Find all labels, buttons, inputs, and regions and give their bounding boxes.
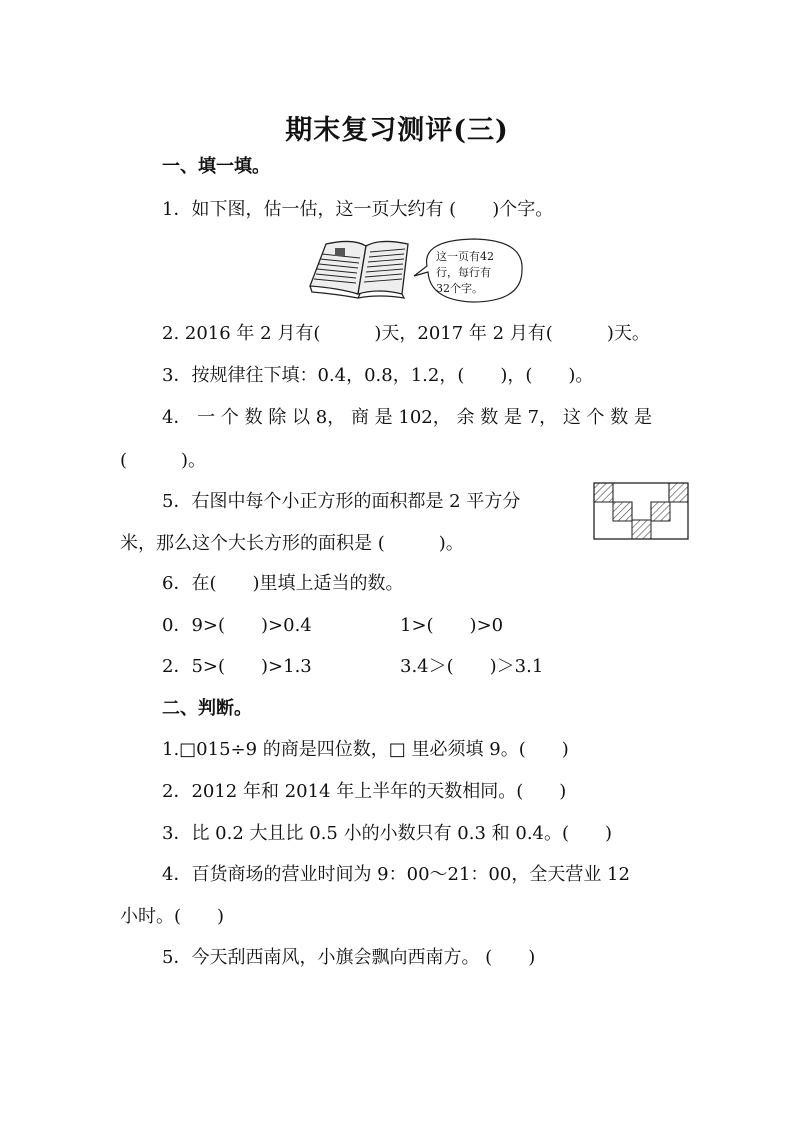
question-1: 1．如下图，估一估，这一页大约有 ( )个字。 <box>162 199 554 220</box>
section2-heading: 二、判断。 <box>162 698 252 719</box>
grid-figure <box>593 482 689 540</box>
section1-heading: 一、填一填。 <box>162 156 270 177</box>
shaded-square <box>613 502 632 521</box>
bubble-line-1: 这一页有42 <box>436 250 494 263</box>
question-4-line-2: ( )。 <box>120 450 207 471</box>
question-5-line-1: 5．右图中每个小正方形的面积都是 2 平方分 <box>162 491 521 512</box>
shaded-square <box>632 520 651 539</box>
question-6-b1: 2．5>( )>1.3 <box>162 656 312 677</box>
page-title: 期末复习测评(三) <box>285 115 509 146</box>
question-6-a1: 0．9>( )>0.4 <box>162 615 312 636</box>
question-5-line-2: 米，那么这个大长方形的面积是 ( )。 <box>120 533 464 554</box>
bubble-line-3: 32个字。 <box>436 282 483 295</box>
question-4-line-1: 4． 一 个 数 除 以 8， 商 是 102， 余 数 是 7， 这 个 数 是 <box>162 407 652 428</box>
judge-4-line-1: 4．百货商场的营业时间为 9：00～21：00，全天营业 12 <box>162 864 630 885</box>
open-book-icon <box>310 241 408 298</box>
bubble-line-2: 行，每行有 <box>436 266 491 279</box>
book-illustration <box>308 236 530 306</box>
question-6-a2: 1>( )>0 <box>400 615 504 636</box>
shaded-square <box>594 483 613 502</box>
judge-3: 3．比 0.2 大且比 0.5 小的小数只有 0.3 和 0.4。( ) <box>162 823 613 844</box>
shaded-square <box>669 483 688 502</box>
judge-1: 1.□015÷9 的商是四位数，□ 里必须填 9。( ) <box>162 739 569 760</box>
judge-4-line-2: 小时。( ) <box>120 906 225 927</box>
judge-2: 2．2012 年和 2014 年上半年的天数相同。( ) <box>162 781 567 802</box>
shaded-square <box>651 502 670 521</box>
question-3: 3．按规律往下填：0.4，0.8，1.2，( )，( )。 <box>162 365 594 386</box>
question-2: 2. 2016 年 2 月有( )天，2017 年 2 月有( )天。 <box>162 323 650 344</box>
question-6-b2: 3.4＞( )＞3.1 <box>400 656 544 677</box>
question-6: 6．在( )里填上适当的数。 <box>162 573 404 594</box>
judge-5: 5．今天刮西南风，小旗会飘向西南方。 ( ) <box>162 947 536 968</box>
